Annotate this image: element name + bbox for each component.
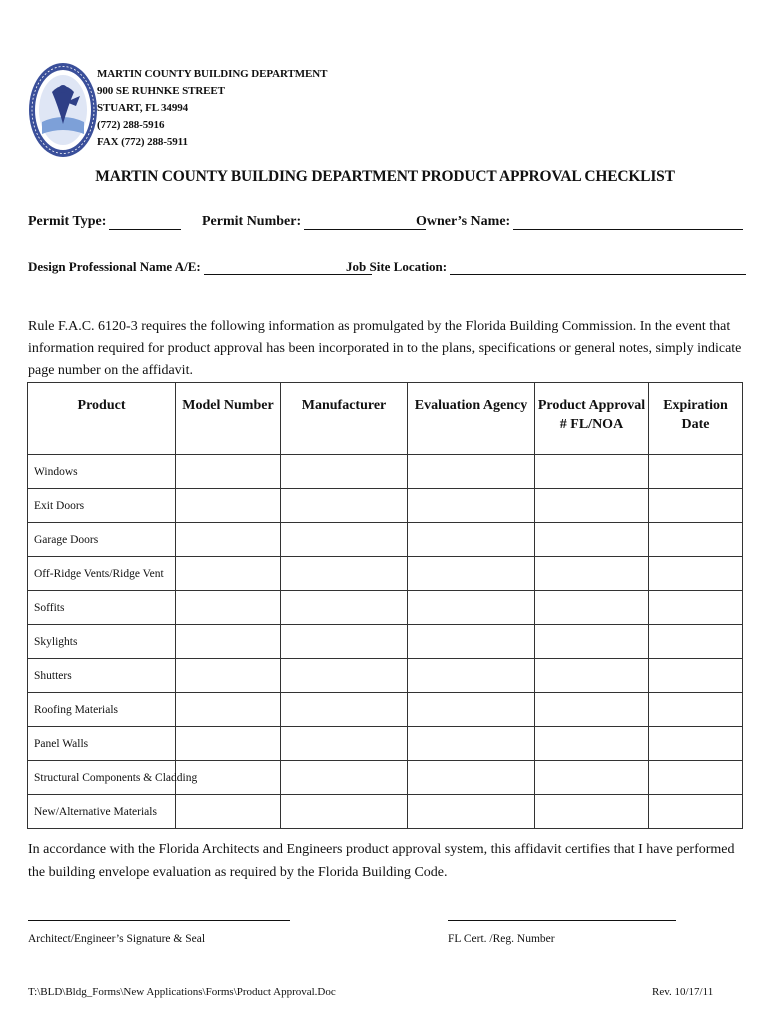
product-approval-cell[interactable]	[535, 489, 649, 523]
expiration-date-cell[interactable]	[649, 591, 743, 625]
manufacturer-cell[interactable]	[281, 489, 408, 523]
table-row	[28, 557, 743, 591]
product-approval-cell[interactable]	[535, 795, 649, 829]
rule-intro-paragraph: Rule F.A.C. 6120-3 requires the following information as promulgated by the Florida Building Commission. In the event that information required for product approval has been incorporated in to the plans, specifications or general notes, simply indicate page number on the affidavit.	[28, 319, 742, 378]
product-approval-table	[27, 382, 743, 829]
manufacturer-cell[interactable]	[281, 761, 408, 795]
header-manufacturer: Manufacturer	[281, 383, 408, 455]
manufacturer-cell[interactable]	[281, 557, 408, 591]
model-number-cell[interactable]	[176, 693, 281, 727]
table-row	[28, 761, 743, 795]
model-number-cell[interactable]	[176, 489, 281, 523]
job-site-location-label: Job Site Location:	[346, 259, 448, 274]
department-address	[97, 66, 327, 151]
product-name-cell: Roofing Materials	[28, 693, 176, 727]
address-line: 900 SE RUHNKE STREET	[97, 85, 225, 97]
table-row	[28, 591, 743, 625]
owners-name-label: Owner’s Name:	[416, 214, 511, 229]
evaluation-agency-cell[interactable]	[408, 557, 535, 591]
model-number-cell[interactable]	[176, 659, 281, 693]
product-approval-cell[interactable]	[535, 761, 649, 795]
manufacturer-cell[interactable]	[281, 591, 408, 625]
signature-label: Architect/Engineer’s Signature & Seal	[28, 933, 206, 945]
permit-number-field[interactable]	[202, 214, 426, 230]
manufacturer-cell[interactable]	[281, 523, 408, 557]
product-name-cell: Soffits	[28, 591, 176, 625]
model-number-cell[interactable]	[176, 455, 281, 489]
product-name-cell: Windows	[28, 455, 176, 489]
table-row	[28, 489, 743, 523]
product-approval-cell[interactable]	[535, 591, 649, 625]
product-name-cell: Structural Components & Cladding	[28, 761, 176, 795]
evaluation-agency-cell[interactable]	[408, 625, 535, 659]
permit-number-label: Permit Number:	[202, 214, 302, 229]
permit-type-input-line[interactable]	[109, 215, 181, 230]
manufacturer-cell[interactable]	[281, 693, 408, 727]
product-name-cell: Garage Doors	[28, 523, 176, 557]
expiration-date-cell[interactable]	[649, 625, 743, 659]
expiration-date-cell[interactable]	[649, 489, 743, 523]
model-number-cell[interactable]	[176, 523, 281, 557]
table-row	[28, 523, 743, 557]
product-name-cell: Off-Ridge Vents/Ridge Vent	[28, 557, 176, 591]
evaluation-agency-cell[interactable]	[408, 727, 535, 761]
job-site-location-input-line[interactable]	[450, 260, 746, 275]
expiration-date-cell[interactable]	[649, 659, 743, 693]
permit-type-field[interactable]	[28, 214, 181, 230]
job-site-location-field[interactable]	[346, 259, 746, 275]
evaluation-agency-cell[interactable]	[408, 795, 535, 829]
model-number-cell[interactable]	[176, 795, 281, 829]
model-number-cell[interactable]	[176, 625, 281, 659]
product-name-cell: Skylights	[28, 625, 176, 659]
product-approval-cell[interactable]	[535, 455, 649, 489]
certification-paragraph: In accordance with the Florida Architects and Engineers product approval system, this affidavit certifies that I have performed the building envelope evaluation as required by the Florida Building Code.	[28, 842, 735, 880]
manufacturer-cell[interactable]	[281, 455, 408, 489]
table-row	[28, 693, 743, 727]
manufacturer-cell[interactable]	[281, 659, 408, 693]
expiration-date-cell[interactable]	[649, 455, 743, 489]
table-row	[28, 659, 743, 693]
cert-number-label: FL Cert. /Reg. Number	[448, 933, 555, 945]
expiration-date-cell[interactable]	[649, 523, 743, 557]
product-approval-cell[interactable]	[535, 557, 649, 591]
design-professional-label: Design Professional Name A/E:	[28, 259, 201, 274]
design-professional-field[interactable]	[28, 259, 372, 275]
header-expiration-date: Expiration Date	[649, 383, 743, 455]
table-header-row	[28, 383, 743, 455]
expiration-date-cell[interactable]	[649, 795, 743, 829]
manufacturer-cell[interactable]	[281, 795, 408, 829]
signature-line[interactable]	[28, 920, 290, 921]
product-name-cell: Panel Walls	[28, 727, 176, 761]
product-approval-cell[interactable]	[535, 659, 649, 693]
permit-type-label: Permit Type:	[28, 214, 107, 229]
manufacturer-cell[interactable]	[281, 625, 408, 659]
evaluation-agency-cell[interactable]	[408, 591, 535, 625]
address-line: (772) 288-5916	[97, 119, 165, 131]
product-name-cell: Exit Doors	[28, 489, 176, 523]
product-name-cell: Shutters	[28, 659, 176, 693]
address-line: MARTIN COUNTY BUILDING DEPARTMENT	[97, 68, 328, 80]
model-number-cell[interactable]	[176, 727, 281, 761]
owners-name-input-line[interactable]	[513, 215, 743, 230]
evaluation-agency-cell[interactable]	[408, 693, 535, 727]
table-row	[28, 795, 743, 829]
header-evaluation-agency: Evaluation Agency	[408, 383, 535, 455]
header-model-number: Model Number	[176, 383, 281, 455]
file-path: T:\BLD\Bldg_Forms\New Applications\Forms\Product Approval.Doc	[28, 986, 336, 998]
expiration-date-cell[interactable]	[649, 557, 743, 591]
evaluation-agency-cell[interactable]	[408, 761, 535, 795]
expiration-date-cell[interactable]	[649, 727, 743, 761]
product-name-cell: New/Alternative Materials	[28, 795, 176, 829]
evaluation-agency-cell[interactable]	[408, 659, 535, 693]
address-line: STUART, FL 34994	[97, 102, 189, 114]
revision-date: Rev. 10/17/11	[652, 986, 714, 998]
product-approval-cell[interactable]	[535, 693, 649, 727]
header-product-approval: Product Approval # FL/NOA	[535, 383, 649, 455]
manufacturer-cell[interactable]	[281, 727, 408, 761]
evaluation-agency-cell[interactable]	[408, 455, 535, 489]
permit-number-input-line[interactable]	[304, 215, 426, 230]
model-number-cell[interactable]	[176, 591, 281, 625]
table-row	[28, 455, 743, 489]
model-number-cell[interactable]	[176, 557, 281, 591]
form-title: MARTIN COUNTY BUILDING DEPARTMENT PRODUCT APPROVAL CHECKLIST	[95, 168, 675, 185]
address-line: FAX (772) 288-5911	[97, 136, 188, 148]
evaluation-agency-cell[interactable]	[408, 489, 535, 523]
product-approval-cell[interactable]	[535, 523, 649, 557]
table-row	[28, 727, 743, 761]
owners-name-field[interactable]	[416, 214, 743, 230]
header-product: Product	[28, 383, 176, 455]
expiration-date-cell[interactable]	[649, 761, 743, 795]
county-seal-logo	[28, 62, 98, 158]
product-approval-cell[interactable]	[535, 625, 649, 659]
product-approval-cell[interactable]	[535, 727, 649, 761]
evaluation-agency-cell[interactable]	[408, 523, 535, 557]
expiration-date-cell[interactable]	[649, 693, 743, 727]
table-row	[28, 625, 743, 659]
cert-number-line[interactable]	[448, 920, 676, 921]
